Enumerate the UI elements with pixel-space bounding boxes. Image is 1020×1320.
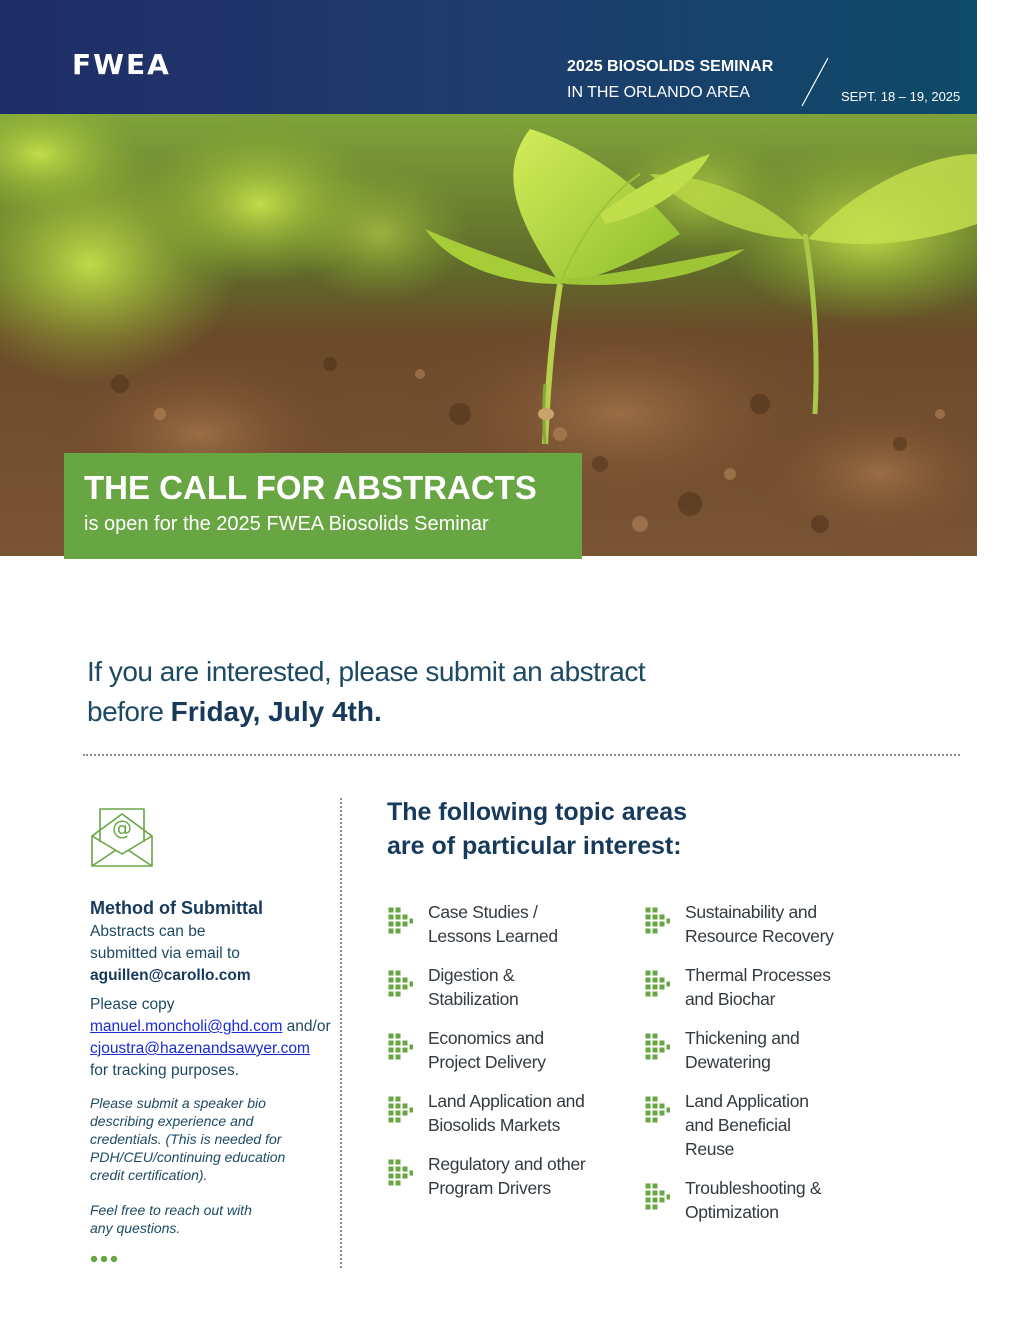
note-line: describing experience and: [90, 1113, 254, 1129]
copy-join: and/or: [282, 1018, 331, 1035]
banner-subtitle: is open for the 2025 FWEA Biosolids Seminar: [84, 513, 489, 535]
topic-label: [428, 900, 628, 948]
topic-label: [428, 1089, 628, 1137]
dot-arrow-icon: [644, 1182, 670, 1212]
topic-label: [685, 963, 885, 1011]
topic-label-line: and Biochar: [685, 989, 776, 1009]
dot-arrow-icon: [387, 1158, 413, 1188]
topic-label-line: Resource Recovery: [685, 926, 834, 946]
note-line: PDH/CEU/continuing education: [90, 1149, 286, 1165]
submission-email[interactable]: aguillen@carollo.com: [90, 967, 251, 984]
method-line-1: Abstracts can be: [90, 923, 206, 940]
call-for-abstracts-banner: [64, 453, 582, 559]
topic-label: [685, 1089, 885, 1161]
topic-label-line: Case Studies /: [428, 902, 538, 922]
topic-label-line: Lessons Learned: [428, 926, 558, 946]
note-line: credentials. (This is needed for: [90, 1131, 282, 1147]
topic-label-line: Troubleshooting &: [685, 1178, 822, 1198]
topic-label-line: Thickening and: [685, 1028, 800, 1048]
topic-label-line: Dewatering: [685, 1052, 771, 1072]
note-line: Feel free to reach out with: [90, 1202, 252, 1218]
note-line: Please submit a speaker bio: [90, 1095, 266, 1111]
svg-text:@: @: [112, 816, 132, 840]
topic-label-line: Digestion &: [428, 965, 515, 985]
copy-suffix: for tracking purposes.: [90, 1062, 240, 1079]
horizontal-dotted-divider: [83, 754, 960, 756]
topic-label-line: Program Drivers: [428, 1178, 551, 1198]
dot-arrow-icon: [644, 1032, 670, 1062]
seminar-dates: SEPT. 18 – 19, 2025: [841, 89, 961, 104]
copy-email-link-1[interactable]: manuel.moncholi@ghd.com: [90, 1018, 283, 1035]
ellipsis-dots-icon: [90, 1254, 120, 1264]
topic-label-line: Biosolids Markets: [428, 1115, 561, 1135]
topic-label: [685, 1026, 885, 1074]
topic-label-line: Project Delivery: [428, 1052, 546, 1072]
speaker-bio-note: [90, 1094, 330, 1184]
intro-prefix: before: [87, 696, 171, 727]
topic-label-line: and Beneficial: [685, 1115, 791, 1135]
seminar-location: IN THE ORLANDO AREA: [567, 84, 750, 101]
copy-prefix: Please copy: [90, 996, 175, 1013]
seminar-title: 2025 BIOSOLIDS SEMINAR: [567, 58, 774, 75]
dot-arrow-icon: [387, 906, 413, 936]
topic-label: [685, 1176, 885, 1224]
topic-label-line: Thermal Processes: [685, 965, 831, 985]
banner-title: THE CALL FOR ABSTRACTS: [84, 469, 537, 506]
copy-line-3: [90, 1038, 335, 1060]
dot-arrow-icon: [387, 969, 413, 999]
envelope-at-icon: [90, 806, 154, 868]
slash-divider-icon: [800, 57, 830, 107]
note-line: credit certification).: [90, 1167, 208, 1183]
copy-email-link-2[interactable]: cjoustra@hazenandsawyer.com: [90, 1040, 310, 1057]
page-header: [0, 0, 977, 114]
dot-arrow-icon: [387, 1032, 413, 1062]
dot-arrow-icon: [644, 969, 670, 999]
topic-label-line: Land Application: [685, 1091, 809, 1111]
dot-arrow-icon: [387, 1095, 413, 1125]
topic-label-line: Economics and: [428, 1028, 544, 1048]
vertical-dotted-divider: [340, 798, 342, 1268]
copy-instructions: [90, 994, 335, 1082]
dot-arrow-icon: [644, 1095, 670, 1125]
topic-label-line: Sustainability and: [685, 902, 817, 922]
copy-line-2: [90, 1016, 335, 1038]
topic-label: [428, 1152, 628, 1200]
intro-line-1: If you are interested, please submit an abstract: [87, 656, 646, 687]
note-line: any questions.: [90, 1220, 181, 1236]
method-line-2: submitted via email to: [90, 945, 240, 962]
topic-label-line: Stabilization: [428, 989, 519, 1009]
intro-text: [87, 652, 645, 732]
deadline-date: Friday, July 4th.: [170, 696, 382, 727]
reach-out-note: [90, 1201, 330, 1237]
topic-label-line: Optimization: [685, 1202, 779, 1222]
fwea-logo: FWEA: [72, 48, 171, 81]
topics-heading-line-2: are of particular interest:: [387, 832, 682, 860]
method-title: Method of Submittal: [90, 898, 263, 918]
topic-label: [428, 1026, 628, 1074]
topic-label: [428, 963, 628, 1011]
topic-label-line: Land Application and: [428, 1091, 585, 1111]
intro-line-2: [87, 692, 645, 732]
topic-label: [685, 900, 885, 948]
method-body: [90, 921, 330, 987]
topic-label-line: Regulatory and other: [428, 1154, 586, 1174]
topics-heading-line-1: The following topic areas: [387, 798, 688, 826]
topics-heading: [387, 795, 687, 863]
topic-label-line: Reuse: [685, 1139, 735, 1159]
dot-arrow-icon: [644, 906, 670, 936]
